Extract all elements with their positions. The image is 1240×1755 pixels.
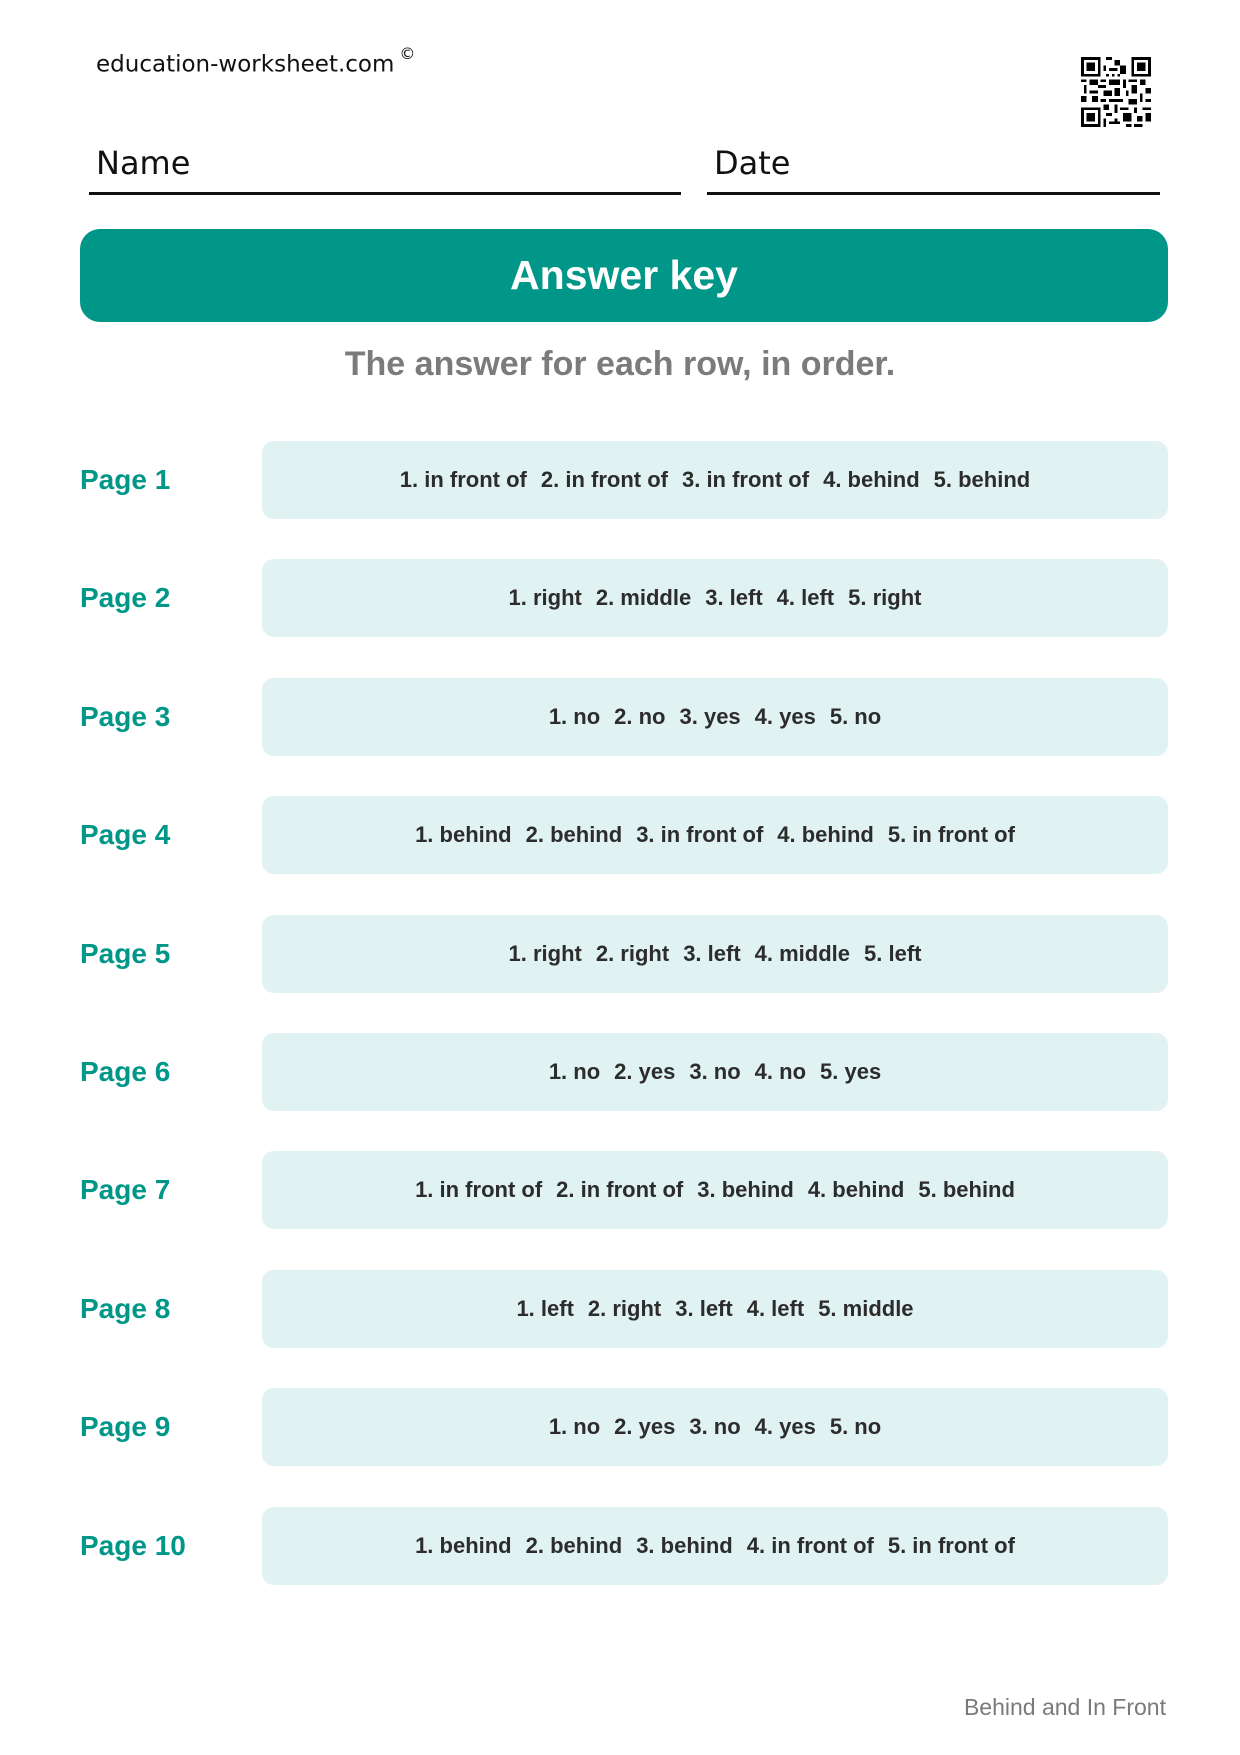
answer-item: 5. behind xyxy=(918,1177,1015,1202)
answer-item: 3. in front of xyxy=(681,467,810,492)
answers-box xyxy=(262,678,1168,756)
row-label: Page 10 xyxy=(80,1530,186,1561)
answer-item: 1. right xyxy=(508,941,582,966)
answer-item: 1. left xyxy=(516,1296,574,1321)
answer-item: 1. no xyxy=(548,1059,601,1084)
answer-item: 2. no xyxy=(614,704,666,729)
answer-row xyxy=(0,559,1240,637)
date-label: Date xyxy=(714,144,791,182)
row-label: Page 6 xyxy=(80,1056,171,1087)
answers-box xyxy=(262,915,1168,993)
answer-row xyxy=(0,1270,1240,1348)
answer-item: 2. in front of xyxy=(556,1177,684,1202)
answer-item: 1. no xyxy=(548,704,601,729)
copyright-mark: © xyxy=(399,44,416,63)
answer-row xyxy=(0,915,1240,993)
answer-item: 4. no xyxy=(754,1059,807,1084)
answer-item: 5. left xyxy=(864,941,922,966)
answer-item: 3. behind xyxy=(636,1533,733,1558)
answer-item: 1. right xyxy=(508,585,582,610)
answer-row xyxy=(0,1033,1240,1111)
row-label: Page 4 xyxy=(80,819,171,850)
answer-row xyxy=(0,796,1240,874)
answer-item: 5. middle xyxy=(818,1296,914,1321)
answer-item: 2. yes xyxy=(614,1414,676,1439)
answer-item: 4. behind xyxy=(823,467,920,492)
answer-item: 3. left xyxy=(683,941,741,966)
row-label: Page 9 xyxy=(80,1411,171,1442)
answer-row xyxy=(0,1507,1240,1585)
answer-item: 4. left xyxy=(746,1296,805,1321)
answer-item: 1. behind xyxy=(415,822,512,847)
answer-item: 2. right xyxy=(587,1296,662,1321)
subtitle: The answer for each row, in order. xyxy=(344,345,896,383)
answer-item: 5. behind xyxy=(933,467,1031,492)
answer-row xyxy=(0,1388,1240,1466)
answer-item: 4. behind xyxy=(777,822,874,847)
answer-key-banner: Answer key xyxy=(80,229,1168,322)
answer-item: 3. behind xyxy=(697,1177,794,1202)
answer-item: 2. in front of xyxy=(540,467,668,492)
answers-box xyxy=(262,1270,1168,1348)
answer-item: 5. right xyxy=(848,585,922,610)
answer-item: 5. yes xyxy=(820,1059,882,1084)
answers-box xyxy=(262,1033,1168,1111)
answer-item: 5. no xyxy=(829,704,882,729)
answers-box xyxy=(262,441,1168,519)
answer-item: 3. left xyxy=(705,585,763,610)
answer-item: 1. no xyxy=(548,1414,601,1439)
answer-item: 3. in front of xyxy=(636,822,764,847)
row-label: Page 1 xyxy=(80,464,171,495)
answer-row xyxy=(0,441,1240,519)
answer-item: 3. no xyxy=(689,1414,741,1439)
row-label: Page 3 xyxy=(80,701,171,732)
site-name-text: education-worksheet.com xyxy=(96,51,395,78)
answer-item: 1. in front of xyxy=(415,1177,543,1202)
answers-box xyxy=(262,1388,1168,1466)
answer-item: 3. yes xyxy=(679,704,741,729)
answer-item: 3. no xyxy=(689,1059,741,1084)
row-label: Page 8 xyxy=(80,1293,171,1324)
answers-box xyxy=(262,796,1168,874)
worksheet-topic: Behind and In Front xyxy=(963,1694,1166,1720)
row-label: Page 2 xyxy=(80,582,171,613)
answers-box xyxy=(262,559,1168,637)
answer-item: 1. behind xyxy=(415,1533,512,1558)
answer-item: 1. in front of xyxy=(399,467,527,492)
answer-item: 2. middle xyxy=(595,585,692,610)
answer-item: 3. left xyxy=(675,1296,733,1321)
name-label: Name xyxy=(96,144,191,182)
answer-item: 2. right xyxy=(595,941,670,966)
answer-item: 5. no xyxy=(829,1414,882,1439)
answer-item: 4. yes xyxy=(754,1414,816,1439)
answer-row xyxy=(0,678,1240,756)
answer-item: 4. behind xyxy=(807,1177,905,1202)
row-label: Page 5 xyxy=(80,938,171,969)
answers-box xyxy=(262,1507,1168,1585)
answer-item: 5. in front of xyxy=(887,1533,1015,1558)
answer-row xyxy=(0,1151,1240,1229)
answer-item: 4. in front of xyxy=(746,1533,874,1558)
answer-item: 2. behind xyxy=(525,1533,623,1558)
answer-item: 4. left xyxy=(776,585,835,610)
row-label: Page 7 xyxy=(80,1174,171,1205)
answer-item: 5. in front of xyxy=(887,822,1015,847)
answers-box xyxy=(262,1151,1168,1229)
answer-item: 4. middle xyxy=(754,941,851,966)
answer-item: 4. yes xyxy=(754,704,816,729)
answer-item: 2. yes xyxy=(614,1059,676,1084)
answer-item: 2. behind xyxy=(525,822,623,847)
